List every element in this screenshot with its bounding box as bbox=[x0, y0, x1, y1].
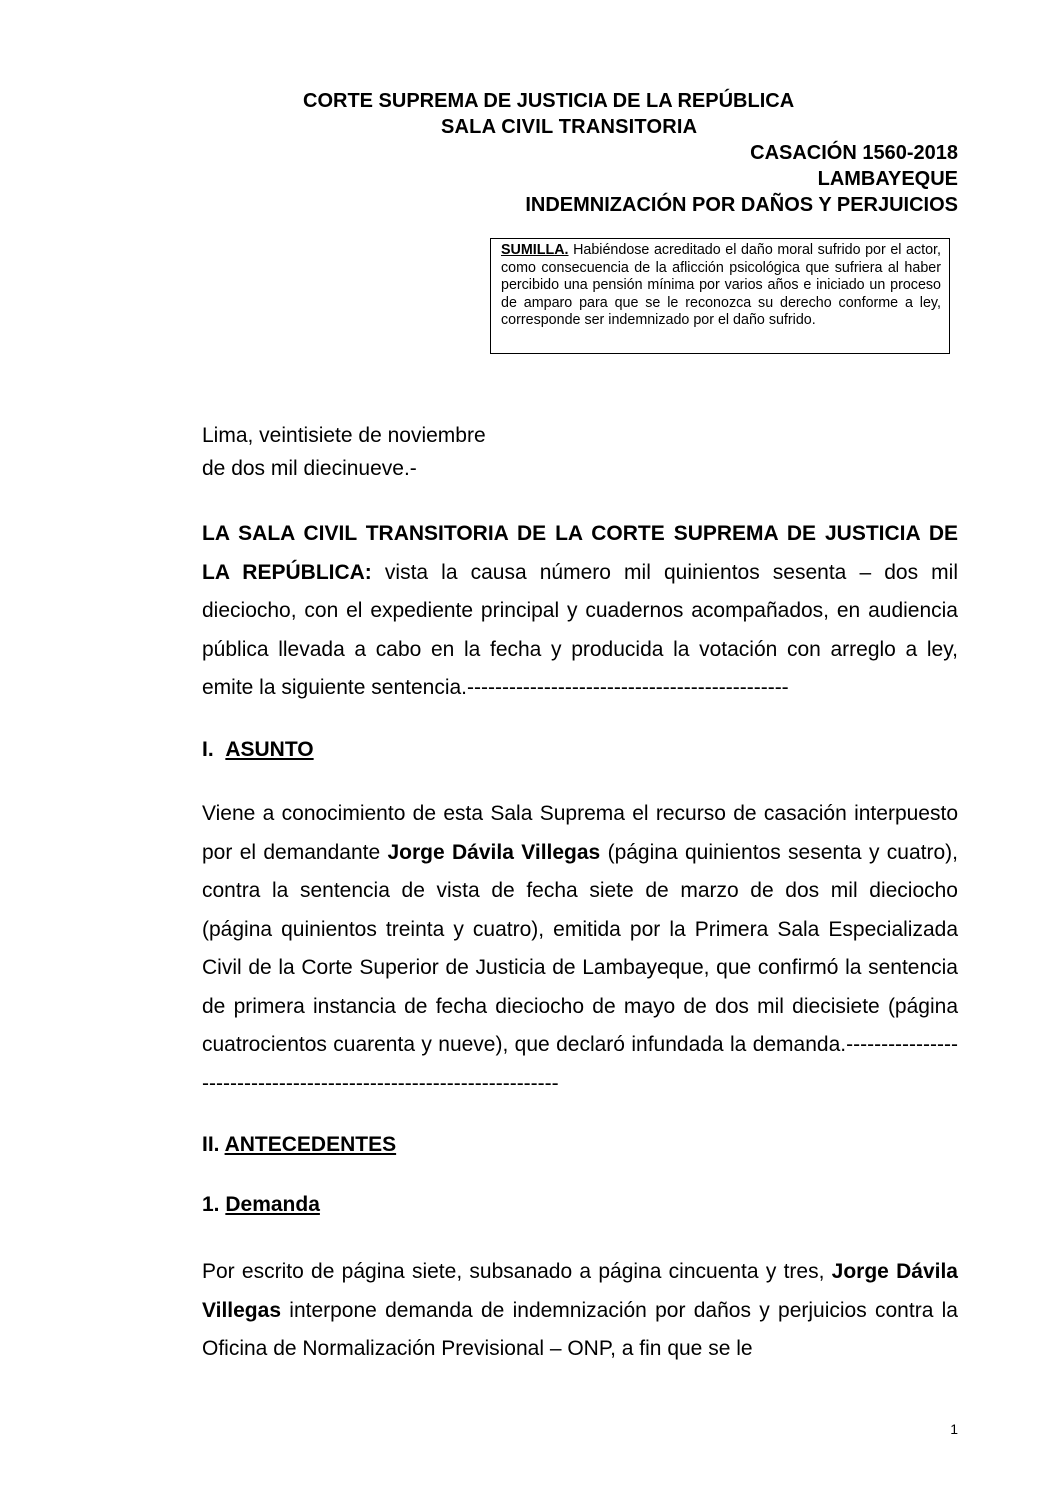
section-number: II. bbox=[202, 1133, 220, 1156]
subsection-title: Demanda bbox=[225, 1193, 320, 1216]
sumilla-text: Habiéndose acreditado el daño moral sufrido por el actor, como consecuencia de la aflicción psicológica que sufriera al haber percibido una pensión mínima por varios años e iniciado un proceso de amparo para que se le reconozca su derecho conforme a ley, corresponde ser indemnizado por el daño sufrido. bbox=[501, 242, 941, 328]
intro-court-name: LA SALA CIVIL TRANSITORIA DE LA CORTE SUPREMA DE JUSTICIA DE LA REPÚBLICA: bbox=[202, 522, 958, 584]
district: LAMBAYEQUE bbox=[817, 168, 958, 190]
chamber-name: SALA CIVIL TRANSITORIA bbox=[441, 116, 698, 138]
intro-paragraph bbox=[202, 515, 958, 708]
asunto-text-b: (página quinientos sesenta y cuatro), contra la sentencia de vista de fecha siete de marzo de dos mil dieciocho (página quinientos treinta y cuatro), emitida por la Primera Sala Especializada Civil de la Corte Superior de Justicia de Lambayeque, que confirmó la sentencia de primera instancia de fecha dieciocho de mayo de dos mil diecisiete (página cuatrocientos cuarenta y nueve), que declaró infundada la demanda.------------------------------------------------------------------- bbox=[202, 840, 958, 1095]
section-heading-asunto bbox=[202, 738, 314, 762]
case-number: CASACIÓN 1560-2018 bbox=[750, 142, 958, 164]
subsection-heading-demanda bbox=[202, 1193, 320, 1217]
asunto-paragraph bbox=[202, 795, 958, 1103]
page-number: 1 bbox=[950, 1421, 958, 1437]
asunto-text-a: Viene a conocimiento de esta Sala Suprema el recurso de casación interpuesto por el demandante bbox=[202, 802, 958, 864]
demanda-paragraph bbox=[202, 1253, 958, 1369]
subsection-number: 1. bbox=[202, 1193, 220, 1216]
date-line bbox=[202, 419, 958, 485]
sumilla-box bbox=[490, 238, 950, 354]
section-heading-antecedentes bbox=[202, 1133, 396, 1157]
section-title: ASUNTO bbox=[225, 738, 314, 761]
demanda-text-a: Por escrito de página siete, subsanado a página cincuenta y tres, bbox=[202, 1260, 832, 1283]
court-name: CORTE SUPREMA DE JUSTICIA DE LA REPÚBLICA bbox=[303, 90, 795, 112]
intro-text: vista la causa número mil quinientos sesenta – dos mil dieciocho, con el expediente principal y cuadernos acompañados, en audiencia pública llevada a cabo en la fecha y producida la votación con arreglo a ley, emite la siguiente sentencia.---------------------------------------------- bbox=[202, 560, 958, 699]
section-title: ANTECEDENTES bbox=[224, 1133, 397, 1156]
sumilla-label: SUMILLA. bbox=[501, 242, 569, 258]
plaintiff-name: Jorge Dávila Villegas bbox=[387, 840, 601, 864]
date-line-1: Lima, veintisiete de noviembre bbox=[202, 424, 486, 447]
demanda-text-b: interpone demanda de indemnización por daños y perjuicios contra la Oficina de Normalización Previsional – ONP, a fin que se le bbox=[202, 1298, 958, 1360]
date-line-2: de dos mil diecinueve.- bbox=[202, 457, 417, 480]
case-subject: INDEMNIZACIÓN POR DAÑOS Y PERJUICIOS bbox=[525, 194, 958, 216]
plaintiff-name: Jorge Dávila Villegas bbox=[202, 1260, 958, 1322]
section-number: I. bbox=[202, 738, 214, 761]
